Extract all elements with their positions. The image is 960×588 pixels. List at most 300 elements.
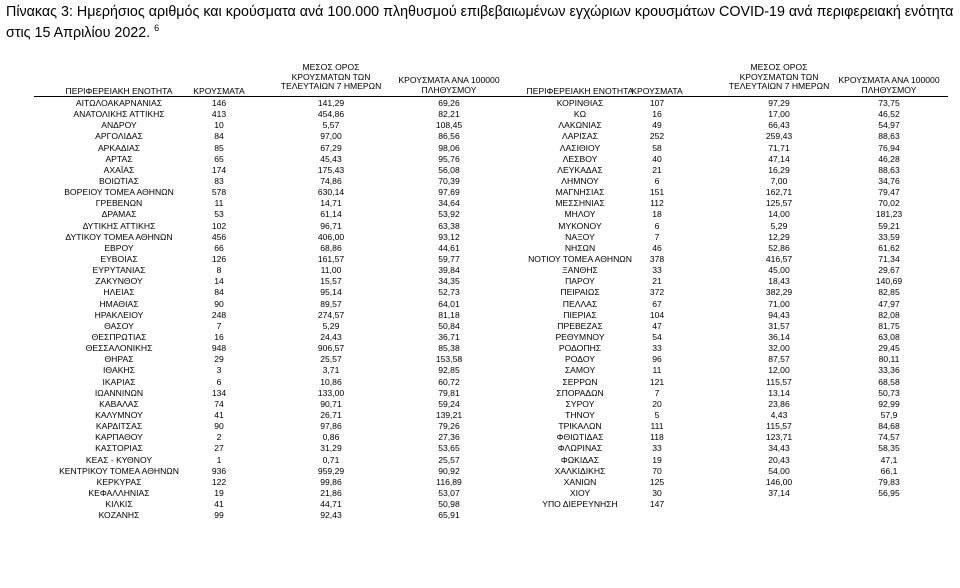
right-per100k-column: [828, 98, 950, 510]
table-cell: 382,29: [765, 287, 793, 298]
table-cell: ΜΑΓΝΗΣΙΑΣ: [555, 187, 605, 198]
table-cell: 16: [214, 331, 224, 342]
table-cell: ΦΘΙΩΤΙΔΑΣ: [556, 432, 604, 443]
table-cell: 44,61: [438, 242, 460, 253]
table-cell: 46,28: [878, 153, 900, 164]
table-cell: ΦΛΩΡΙΝΑΣ: [557, 443, 603, 454]
table-cell: ΔΡΑΜΑΣ: [101, 209, 137, 220]
table-cell: 96,71: [320, 220, 342, 231]
table-cell: 3: [216, 365, 222, 376]
table-cell: 372: [649, 287, 665, 298]
table-cell: 20,43: [768, 454, 790, 465]
table-cell: ΘΑΣΟΥ: [104, 320, 134, 331]
table-cell: ΚΕΦΑΛΛΗΝΙΑΣ: [88, 487, 150, 498]
table-cell: 5,29: [770, 220, 788, 231]
table-cell: 141,29: [317, 98, 345, 108]
table-cell: 3,71: [322, 365, 340, 376]
table-cell: 70: [652, 465, 662, 476]
table-cell: 40: [652, 153, 662, 164]
table-cell: 25,57: [438, 454, 460, 465]
table-cell: 118: [650, 432, 664, 443]
table-cell: 6: [654, 175, 660, 186]
table-cell: 31,57: [768, 320, 790, 331]
table-cell: 97,86: [320, 421, 342, 432]
table-cell: ΗΛΕΙΑΣ: [103, 287, 135, 298]
table-cell: 181,23: [875, 209, 903, 220]
table-cell: 936: [211, 465, 227, 476]
left-cases-column: [184, 98, 254, 521]
table-cell: 52,73: [438, 287, 460, 298]
table-cell: ΡΟΔΟΠΗΣ: [558, 343, 602, 354]
table-cell: ΣΥΡΟΥ: [565, 398, 595, 409]
table-cell: 65: [214, 153, 224, 164]
table-cell: ΑΡΓΟΛΙΔΑΣ: [95, 131, 143, 142]
table-cell: 47,1: [880, 454, 898, 465]
table-cell: 69,26: [438, 98, 460, 108]
table-cell: 65,91: [438, 510, 460, 521]
table-cell: ΑΡΚΑΔΙΑΣ: [97, 142, 141, 153]
table-cell: 107: [649, 98, 665, 108]
table-cell: 151: [649, 187, 665, 198]
table-cell: 14,00: [768, 209, 790, 220]
table-cell: 50,73: [878, 387, 900, 398]
table-cell: 39,84: [438, 265, 460, 276]
table-cell: 7,00: [770, 175, 788, 186]
table-cell: 82,21: [438, 109, 460, 120]
table-cell: 81,18: [438, 309, 460, 320]
table-cell: 50,98: [438, 499, 460, 510]
table-cell: 84: [214, 131, 224, 142]
table-cell: 133,00: [317, 387, 345, 398]
table-cell: 33,59: [878, 231, 900, 242]
table-cell: 121: [649, 376, 665, 387]
table-cell: 10,86: [320, 376, 342, 387]
table-cell: 2: [216, 432, 222, 443]
table-cell: 34,43: [768, 443, 790, 454]
table-cell: 34,35: [438, 276, 460, 287]
table-cell: 26,71: [320, 409, 342, 420]
table-cell: 6: [216, 376, 222, 387]
table-cell: ΛΑΣΙΘΙΟΥ: [559, 142, 601, 153]
table-cell: 66,1: [880, 465, 898, 476]
table-cell: 85,38: [438, 343, 460, 354]
table-cell: 59,24: [438, 398, 460, 409]
table-cell: 11: [214, 198, 224, 209]
table-cell: 416,57: [765, 253, 793, 264]
table-cell: 71,00: [768, 298, 790, 309]
table-cell: ΘΗΡΑΣ: [104, 354, 134, 365]
table-cell: 578: [211, 187, 227, 198]
table-cell: 90: [214, 298, 224, 309]
table-cell: 70,39: [438, 175, 460, 186]
table-cell: ΑΙΤΩΛΟΑΚΑΡΝΑΝΙΑΣ: [75, 98, 163, 108]
table-cell: 47,97: [878, 298, 900, 309]
table-cell: 68,86: [320, 242, 342, 253]
left-region-column: [34, 98, 204, 521]
table-cell: ΓΡΕΒΕΝΩΝ: [95, 198, 143, 209]
table-cell: 71,71: [768, 142, 790, 153]
table-cell: 74,86: [320, 175, 342, 186]
table-cell: 50,84: [438, 320, 460, 331]
table-cell: 959,29: [317, 465, 345, 476]
table-cell: 90,92: [438, 465, 460, 476]
header-cases-left: ΚΡΟΥΣΜΑΤΑ: [193, 86, 245, 96]
table-cell: ΧΑΝΙΩΝ: [563, 476, 597, 487]
left-per100k-column: [388, 98, 510, 521]
table-cell: 108,45: [435, 120, 463, 131]
table-cell: 47,14: [768, 153, 790, 164]
table-cell: 84: [214, 287, 224, 298]
table-cell: 18: [652, 209, 662, 220]
table-cell: 12,00: [768, 365, 790, 376]
table-cell: 54,97: [878, 120, 900, 131]
table-cell: 61,14: [320, 209, 342, 220]
table-cell: ΠΕΛΛΑΣ: [562, 298, 598, 309]
table-cell: 58,35: [878, 443, 900, 454]
table-cell: 63,38: [438, 220, 460, 231]
table-cell: 46: [652, 242, 662, 253]
table-cell: 47: [652, 320, 662, 331]
table-cell: 36,14: [768, 331, 790, 342]
table-cell: 5,57: [322, 120, 340, 131]
table-cell: 140,69: [875, 276, 903, 287]
table-cell: ΙΚΑΡΙΑΣ: [102, 376, 136, 387]
table-cell: 948: [211, 343, 227, 354]
table-cell: 89,57: [320, 298, 342, 309]
table-cell: ΜΥΚΟΝΟΥ: [558, 220, 602, 231]
table-cell: ΚΑΛΥΜΝΟΥ: [95, 409, 143, 420]
table-cell: 92,43: [320, 510, 342, 521]
table-cell: 7: [216, 320, 222, 331]
table-cell: 53,92: [438, 209, 460, 220]
header-avg7-left: ΜΕΣΟΣ ΟΡΟΣ ΚΡΟΥΣΜΑΤΩΝ ΤΩΝ ΤΕΛΕΥΤΑΙΩΝ 7 ΗΜΕΡΩΝ: [280, 62, 382, 92]
table-cell: 122: [211, 476, 227, 487]
table-cell: 104: [649, 309, 665, 320]
table-cell: ΜΕΣΣΗΝΙΑΣ: [555, 198, 605, 209]
table-cell: ΠΡΕΒΕΖΑΣ: [557, 320, 603, 331]
table-cell: 17,00: [768, 109, 790, 120]
table-cell: 63,08: [878, 331, 900, 342]
table-cell: 134: [211, 387, 227, 398]
table-cell: 146: [211, 98, 227, 108]
table-cell: ΠΑΡΟΥ: [565, 276, 595, 287]
table-cell: ΚΟΡΙΝΘΙΑΣ: [556, 98, 604, 108]
table-cell: ΔΥΤΙΚΗΣ ΑΤΤΙΚΗΣ: [82, 220, 156, 231]
table-cell: 19: [214, 487, 224, 498]
table-cell: ΝΟΤΙΟΥ ΤΟΜΕΑ ΑΘΗΝΩΝ: [528, 253, 632, 264]
table-cell: 8: [216, 265, 222, 276]
table-cell: ΔΥΤΙΚΟΥ ΤΟΜΕΑ ΑΘΗΝΩΝ: [65, 231, 173, 242]
table-cell: ΛΕΥΚΑΔΑΣ: [557, 164, 603, 175]
table-cell: ΥΠΟ ΔΙΕΡΕΥΝΗΣΗ: [542, 499, 618, 510]
table-cell: 27,36: [438, 432, 460, 443]
table-cell: ΚΟΖΑΝΗΣ: [98, 510, 140, 521]
table-cell: ΠΕΙΡΑΙΩΣ: [560, 287, 600, 298]
table-cell: 82,08: [878, 309, 900, 320]
table-cell: 30: [652, 487, 662, 498]
table-cell: 7: [654, 387, 660, 398]
table-cell: 66,43: [768, 120, 790, 131]
table-cell: 88,63: [878, 164, 900, 175]
table-cell: 85: [214, 142, 224, 153]
table-cell: 57,9: [880, 409, 898, 420]
right-avg7-column: [720, 98, 838, 510]
header-per100k-left: ΚΡΟΥΣΜΑΤΑ ΑΝΑ 100000 ΠΛΗΘΥΣΜΟΥ: [398, 75, 500, 95]
table-cell: ΚΕΑΣ - ΚΥΘΝΟΥ: [85, 454, 153, 465]
table-cell: 24,43: [320, 331, 342, 342]
table-cell: ΣΕΡΡΩΝ: [562, 376, 598, 387]
table-cell: ΦΩΚΙΔΑΣ: [560, 454, 600, 465]
table-cell: 139,21: [435, 409, 463, 420]
table-cell: 147: [649, 499, 665, 510]
table-cell: 4,43: [770, 409, 788, 420]
table-cell: 248: [211, 309, 227, 320]
table-cell: 36,71: [438, 331, 460, 342]
table-cell: 79,26: [438, 421, 460, 432]
table-cell: 125,57: [765, 198, 793, 209]
table-cell: ΣΑΜΟΥ: [564, 365, 596, 376]
table-cell: 81,75: [878, 320, 900, 331]
table-cell: 7: [654, 231, 660, 242]
table-cell: 54: [652, 331, 662, 342]
table-cell: ΕΥΒΟΙΑΣ: [100, 253, 138, 264]
table-cell: 53: [214, 209, 224, 220]
table-cell: 125: [649, 476, 665, 487]
table-cell: 33: [652, 343, 662, 354]
table-cell: 52,86: [768, 242, 790, 253]
table-cell: ΛΑΚΩΝΙΑΣ: [558, 120, 602, 131]
table-title: [6, 2, 956, 44]
table-cell: ΕΥΡΥΤΑΝΙΑΣ: [92, 265, 146, 276]
table-cell: ΒΟΙΩΤΙΑΣ: [99, 175, 139, 186]
table-cell: 76,94: [878, 142, 900, 153]
table-cell: 14,71: [320, 198, 342, 209]
header-per100k-right: ΚΡΟΥΣΜΑΤΑ ΑΝΑ 100000 ΠΛΗΘΥΣΜΟΥ: [838, 75, 940, 95]
table-cell: 175,43: [317, 164, 345, 175]
table-cell: 12,29: [768, 231, 790, 242]
table-cell: 33: [652, 443, 662, 454]
table-cell: 274,57: [317, 309, 345, 320]
table-cell: 79,81: [438, 387, 460, 398]
table-cell: 97,69: [438, 187, 460, 198]
table-cell: 413: [211, 109, 227, 120]
table-cell: 82,85: [878, 287, 900, 298]
table-cell: 29,67: [878, 265, 900, 276]
table-cell: 456: [211, 231, 227, 242]
table-cell: 630,14: [317, 187, 345, 198]
table-cell: 73,75: [878, 98, 900, 108]
table-cell: ΚΑΡΠΑΘΟΥ: [95, 432, 143, 443]
table-cell: 59,21: [878, 220, 900, 231]
table-cell: 94,43: [768, 309, 790, 320]
table-cell: 21,86: [320, 487, 342, 498]
table-cell: 123,71: [765, 432, 793, 443]
table-cell: 33,36: [878, 365, 900, 376]
table-cell: 98,06: [438, 142, 460, 153]
table-cell: 32,00: [768, 343, 790, 354]
table-cell: 27: [214, 443, 224, 454]
table-cell: 61,62: [878, 242, 900, 253]
table-cell: [828, 499, 950, 510]
table-cell: 90: [214, 421, 224, 432]
table-cell: 10: [214, 120, 224, 131]
table-cell: 59,77: [438, 253, 460, 264]
table-cell: 1: [216, 454, 222, 465]
table-cell: 96: [652, 354, 662, 365]
table-cell: ΡΟΔΟΥ: [565, 354, 595, 365]
table-cell: 45,00: [768, 265, 790, 276]
table-cell: 44,71: [320, 499, 342, 510]
table-cell: ΚΑΣΤΟΡΙΑΣ: [95, 443, 143, 454]
table-cell: 15,57: [320, 276, 342, 287]
table-cell: ΑΝΑΤΟΛΙΚΗΣ ΑΤΤΙΚΗΣ: [73, 109, 165, 120]
table-cell: 16: [652, 109, 662, 120]
table-cell: 13,14: [768, 387, 790, 398]
table-cell: ΑΡΤΑΣ: [105, 153, 133, 164]
table-cell: ΕΒΡΟΥ: [104, 242, 134, 253]
left-avg7-column: [272, 98, 390, 521]
table-cell: 92,85: [438, 365, 460, 376]
table-cell: 11,00: [320, 265, 342, 276]
table-cell: 58: [652, 142, 662, 153]
table-cell: 68,58: [878, 376, 900, 387]
table-cell: 74: [214, 398, 224, 409]
table-cell: 115,57: [766, 421, 792, 432]
table-cell: ΜΗΛΟΥ: [564, 209, 596, 220]
table-cell: ΧΑΛΚΙΔΙΚΗΣ: [554, 465, 606, 476]
table-cell: ΒΟΡΕΙΟΥ ΤΟΜΕΑ ΑΘΗΝΩΝ: [64, 187, 174, 198]
table-cell: ΑΧΑΪΑΣ: [103, 164, 135, 175]
title-text: Πίνακας 3: Ημερήσιος αριθμός και κρούσματα ανά 100.000 πληθυσμού επιβεβαιωμένων εγχώριων κρουσμάτων COVID-19 ανά περιφερειακή ενότητα στις 15 Απριλίου 2022.: [6, 4, 954, 41]
table-cell: 87,57: [768, 354, 790, 365]
table-cell: 64,01: [438, 298, 460, 309]
table-cell: 66: [214, 242, 224, 253]
table-cell: 70,02: [878, 198, 900, 209]
table-cell: 146,00: [765, 476, 793, 487]
table-cell: 23,86: [768, 398, 790, 409]
table-cell: ΚΑΒΑΛΑΣ: [99, 398, 139, 409]
table-cell: 56,95: [878, 487, 900, 498]
table-cell: 21: [652, 164, 662, 175]
table-cell: ΗΜΑΘΙΑΣ: [99, 298, 139, 309]
table-cell: 80,11: [878, 354, 900, 365]
table-cell: 406,00: [317, 231, 345, 242]
table-cell: ΤΡΙΚΑΛΩΝ: [558, 421, 602, 432]
table-cell: 79,47: [878, 187, 900, 198]
table-cell: 41: [214, 409, 224, 420]
table-cell: 19: [652, 454, 662, 465]
table-cell: ΗΡΑΚΛΕΙΟΥ: [94, 309, 144, 320]
table-cell: 161,57: [317, 253, 345, 264]
table-cell: ΚΕΡΚΥΡΑΣ: [96, 476, 142, 487]
table-cell: ΧΙΟΥ: [569, 487, 591, 498]
table-cell: 112: [650, 198, 664, 209]
table-cell: 45,43: [320, 153, 342, 164]
table-cell: ΙΩΑΝΝΙΝΩΝ: [94, 387, 144, 398]
table-cell: 153,58: [435, 354, 463, 365]
table-cell: ΙΘΑΚΗΣ: [103, 365, 135, 376]
table-cell: ΘΕΣΠΡΩΤΙΑΣ: [91, 331, 147, 342]
table-cell: 33: [652, 265, 662, 276]
table-cell: ΛΗΜΝΟΥ: [561, 175, 599, 186]
table-cell: 16,29: [768, 164, 790, 175]
table-cell: ΝΑΞΟΥ: [565, 231, 595, 242]
table-cell: ΝΗΣΩΝ: [564, 242, 596, 253]
table-cell: 116,89: [436, 476, 462, 487]
table-cell: 88,63: [878, 131, 900, 142]
table-cell: 11: [652, 365, 662, 376]
table-cell: 34,64: [438, 198, 460, 209]
table-cell: 25,57: [320, 354, 342, 365]
table-cell: ΡΕΘΥΜΝΟΥ: [555, 331, 605, 342]
header-rule: [34, 96, 948, 97]
table-cell: 0,86: [322, 432, 340, 443]
table-cell: 84,68: [878, 421, 900, 432]
table-cell: 53,07: [438, 487, 460, 498]
table-cell: 71,34: [878, 253, 900, 264]
table-cell: 115,57: [766, 376, 792, 387]
table-cell: 92,99: [878, 398, 900, 409]
table-cell: 29: [214, 354, 224, 365]
table-cell: 378: [649, 253, 665, 264]
table-cell: ΖΑΚΥΝΘΟΥ: [95, 276, 143, 287]
table-cell: ΑΝΔΡΟΥ: [101, 120, 137, 131]
table-cell: 74,57: [878, 432, 900, 443]
table-cell: 97,00: [320, 131, 342, 142]
header-avg7-right: ΜΕΣΟΣ ΟΡΟΣ ΚΡΟΥΣΜΑΤΩΝ ΤΩΝ ΤΕΛΕΥΤΑΙΩΝ 7 ΗΜΕΡΩΝ: [728, 62, 830, 92]
table-cell: 97,29: [768, 98, 790, 108]
table-cell: ΚΩ: [573, 109, 587, 120]
table-cell: ΣΠΟΡΑΔΩΝ: [556, 387, 604, 398]
table-cell: 67,29: [320, 142, 342, 153]
table-cell: 20: [652, 398, 662, 409]
table-cell: 29,45: [878, 343, 900, 354]
table-cell: 0,71: [322, 454, 340, 465]
table-cell: 37,14: [768, 487, 790, 498]
table-cell: 53,65: [438, 443, 460, 454]
table-cell: 54,00: [768, 465, 790, 476]
table-cell: 5,29: [322, 320, 340, 331]
table-cell: ΚΕΝΤΡΙΚΟΥ ΤΟΜΕΑ ΑΘΗΝΩΝ: [59, 465, 179, 476]
header-cases-right: ΚΡΟΥΣΜΑΤΑ: [631, 86, 683, 96]
table-cell: 14: [214, 276, 224, 287]
table-cell: ΘΕΣΣΑΛΟΝΙΚΗΣ: [85, 343, 153, 354]
footnote-marker: 6: [154, 23, 160, 34]
table-cell: 49: [652, 120, 662, 131]
table-cell: ΞΑΝΘΗΣ: [562, 265, 598, 276]
table-cell: 6: [654, 220, 660, 231]
table-cell: 83: [214, 175, 224, 186]
table-cell: 906,57: [317, 343, 345, 354]
table-cell: 99: [214, 510, 224, 521]
header-region-left: ΠΕΡΙΦΕΡΕΙΑΚΗ ΕΝΟΤΗΤΑ: [65, 86, 173, 96]
table-cell: 259,43: [765, 131, 793, 142]
table-cell: ΛΕΣΒΟΥ: [562, 153, 598, 164]
table-cell: 67: [652, 298, 662, 309]
table-cell: ΠΙΕΡΙΑΣ: [563, 309, 597, 320]
header-region-right: ΠΕΡΙΦΕΡΕΙΑΚΗ ΕΝΟΤΗΤΑ: [526, 86, 634, 96]
table-cell: 454,86: [317, 109, 345, 120]
table-cell: ΚΑΡΔΙΤΣΑΣ: [95, 421, 143, 432]
table-cell: 252: [649, 131, 665, 142]
table-cell: 95,76: [438, 153, 460, 164]
table-cell: 90,71: [320, 398, 342, 409]
table-cell: 60,72: [438, 376, 460, 387]
table-cell: 21: [652, 276, 662, 287]
table-cell: 111: [650, 421, 664, 432]
table-cell: 95,14: [320, 287, 342, 298]
table-cell: 93,12: [438, 231, 460, 242]
